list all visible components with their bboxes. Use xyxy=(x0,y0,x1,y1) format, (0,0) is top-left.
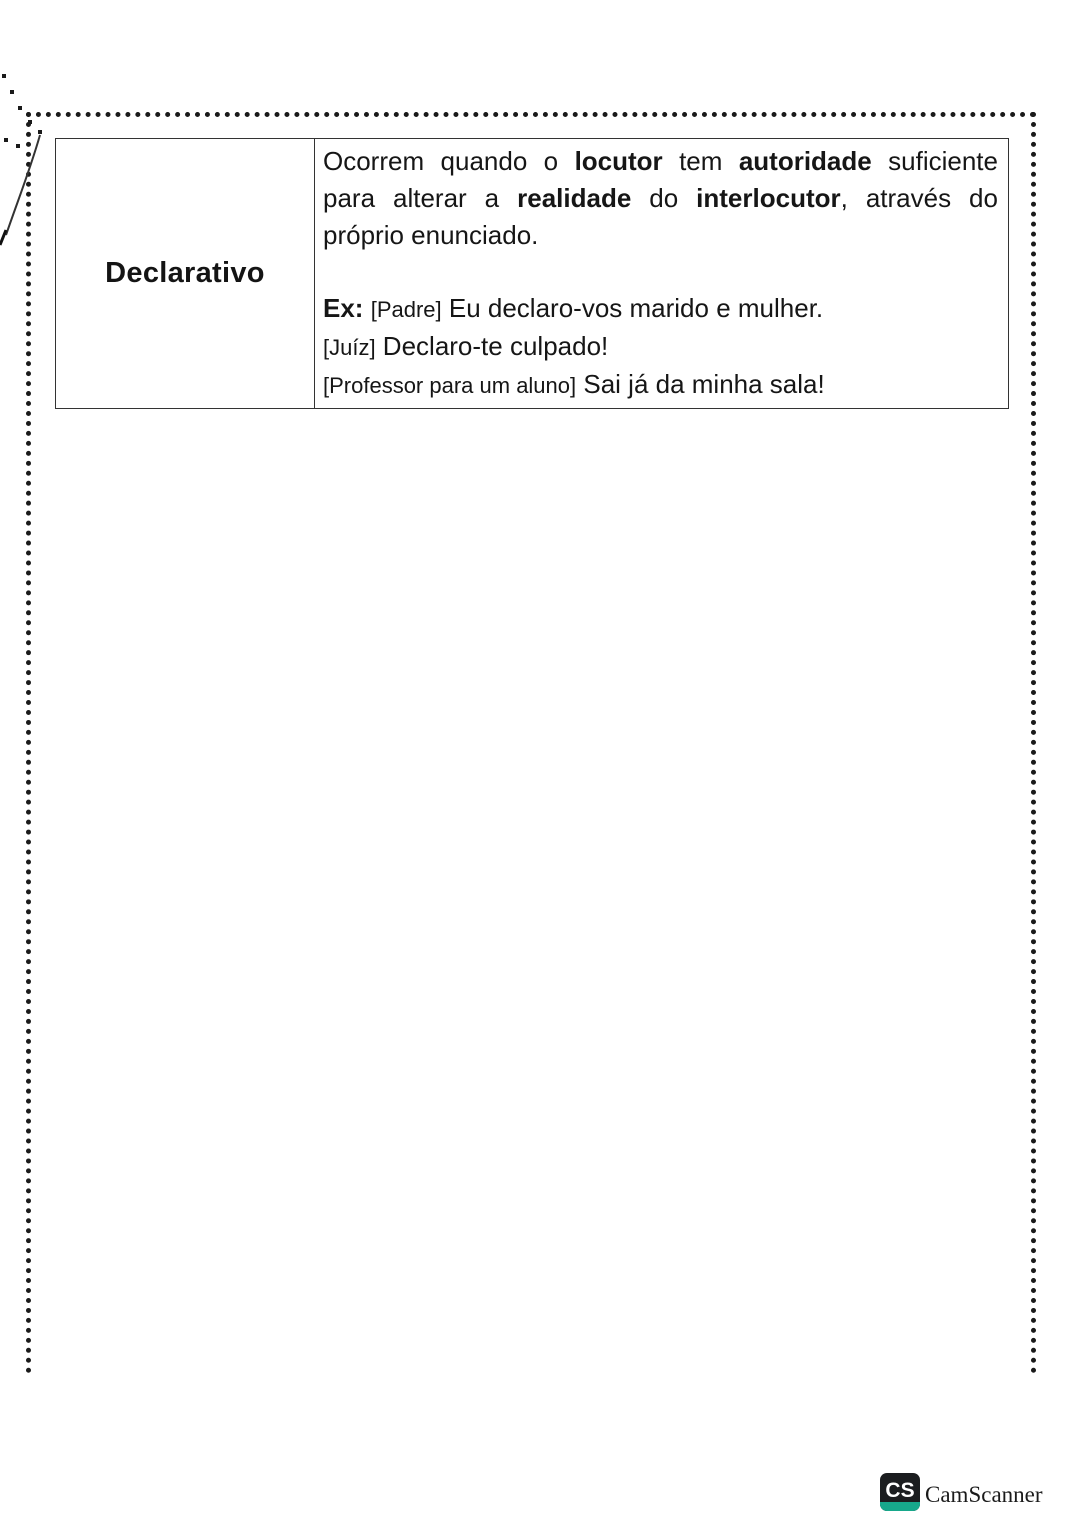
definition-fragment: , através do próprio enunciado. xyxy=(323,183,998,250)
example-text: Eu declaro-vos marido e mulher. xyxy=(441,293,824,323)
keyword-locutor: locutor xyxy=(574,146,663,176)
definition-fragment: tem xyxy=(662,146,739,176)
keyword-interlocutor: interlocutor xyxy=(696,183,841,213)
speaker-tag: [Padre] xyxy=(370,297,442,322)
definition-fragment: suficiente para alterar a xyxy=(323,146,998,213)
camscanner-watermark xyxy=(880,1472,1043,1512)
example-lead: Ex: xyxy=(323,293,364,323)
camscanner-logo-icon xyxy=(880,1473,920,1511)
keyword-autoridade: autoridade xyxy=(738,146,872,176)
example-line-1 xyxy=(323,290,998,328)
example-line-3 xyxy=(323,366,998,404)
definition-text xyxy=(323,143,998,254)
logo-text: CS xyxy=(885,1479,915,1502)
speaker-tag: [Juíz] xyxy=(323,335,376,360)
table-row xyxy=(56,139,1009,409)
keyword-realidade: realidade xyxy=(517,183,632,213)
speaker-tag: [Professor para um aluno] xyxy=(323,373,577,398)
definition-table xyxy=(55,138,1009,409)
definition-fragment: do xyxy=(631,183,697,213)
definition-fragment: Ocorrem quando o xyxy=(323,146,575,176)
example-text: Declaro-te culpado! xyxy=(375,331,609,361)
camscanner-brand: CamScanner xyxy=(925,1482,1043,1507)
paragraph-spacer xyxy=(323,254,998,290)
term-label: Declarativo xyxy=(105,257,265,289)
term-cell xyxy=(56,139,315,409)
description-cell xyxy=(315,139,1009,409)
example-text: Sai já da minha sala! xyxy=(576,369,825,399)
example-line-2 xyxy=(323,328,998,366)
